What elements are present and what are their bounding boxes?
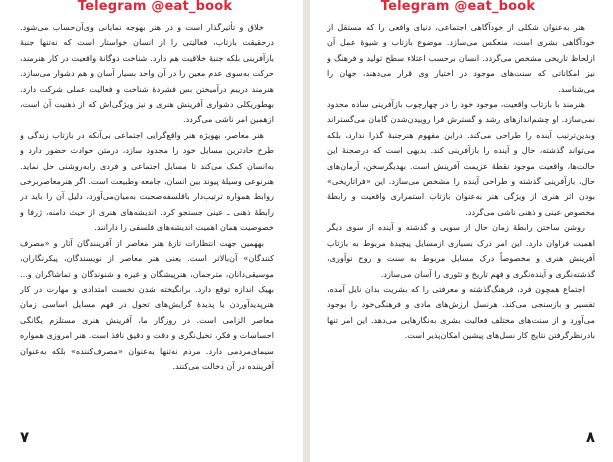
page-number: ۸: [585, 428, 595, 446]
paragraph: روشن ساختن رابطهٔ زمان حال از سویی و گذشته و آینده از سوی دیگر اهمیت فراوان دارد. این امر درک بسیاری ازمسایل پیچیدهٔ مربوط به بازتاب آفرینش هنری و مخصوصاً درک مسایل مربوط به سنت و روح نوآوری، گذشته‌نگری و آینده‌نگری و فهم تاریخ و تئوری را آسان می‌سازد.: [327, 222, 595, 279]
paragraph: هنر به‌عنوان شکلی از خودآگاهی اجتماعی، دنیای واقعی را که مستقل از خودآگاهی بشری است، منعکس می‌سازد. موضوع بازتاب و شیوهٔ عمل آن ازلحاظ تاریخی مشخص می‌گردد. انسان برحسب اعتلاء سطح تولید و فرهنگ و نیز امکاناتی که سنت‌های موجود در اختیار وی قرار می‌دهند، جهان را می‌شناسد.: [327, 22, 595, 94]
paragraph: بههمین جهت انتظارات تازهٔ هنر معاصر از آفرینندگان آثار و «مصرف کنندگان» آن‌بالاتر است. یعنی هنر معاصر از نویسندگان، پیکرنگاران، موسیقی‌دانان، مترجمان، هنرپیشگان و غیره و شنوندگان و تماشاگران و... بهیک اندازه توقع دارد. برانگیخته شدن نخست امتدادی و مهارت در کار هنرپدیدآوردن یا پدیدهٔ گرایش‌های تحول در فهم مسایل اساسی زمان معاصر الزامی است. در روزگار ما، آفرینش هنری مستلزم یگانگی احساسات و فکر، تخیل‌نگری و دقت و دقیق نافذ است. هنر امروزی همواره سیمای‌مردمی دارد. مردم نه‌تنها به‌عنوان «مصرف‌کننده» بلکه به‌عنوان آفریننده در آن دخالت می‌کنند.: [20, 237, 274, 371]
page-number: ۷: [20, 428, 30, 446]
left-page: [0, 0, 300, 462]
telegram-watermark: Telegram @eat_book: [380, 0, 536, 14]
telegram-watermark: Telegram @eat_book: [77, 0, 233, 14]
paragraph: اجتماع همچون فرد، فرهنگ‌گذشته و معرفتی را که بشریت بدان نایل آمده، تفسیر و بازسنجی می‌کند. هرنسل ارزش‌های مادی و فرهنگی‌خود را بوجود می‌آورد و از سنت‌های مختلف فعالیت بشری به‌نگارهایی می‌دهد. این امر تنها بادرنظرگرفتن نتایج کار نسل‌های پیشین امکان‌پذیر است.: [327, 283, 595, 341]
paragraph: خلاق و تأثیرگذار است و در هنر بهوجه نمایانی وی‌آن‌حساب می‌شود. درحقیقت بازتاب، فعالیتی را از انسان خواستار است که نه‌تنها جنبهٔ بازآفرینی بلکه جنبهٔ خلاقیت هم دارد. شناخت دوگانهٔ واقعیت در کار هنرمند، حرکت به‌سوی عدم معین را در آن واحد بسیار آسان و هم دشوار می‌سازد. هنرمند دریبم درآمیختن بس فشردهٔ شناخت و فعالیت عملی شرکت دارد. بهطوریکلی دشواری آفرینش هنری و نیز ویژگی‌اش که از ذهنیت آن است، ازهمین امر ناشی می‌گردد.: [20, 22, 274, 125]
paragraph: هنر معاصر، بهویژه هنر واقع‌گرایی اجتماعی بی‌آنکه در بازتاب زندگی و طرح حادترین مسایل خود را محدود سازد، درمتن حوادث حضور دارد و به‌انسان کمک می‌کند تا مسایل اجتماعی و فردی رابه‌روشنی حل نماید. هنرنوعی وسیلهٔ پیوند بین انسان، جامعه وطبیعت است. اگر هنرمعاصربرخی روابط همواره ترتیب‌دار باقلسفه‌صحبت به‌میان‌می‌آورد، دلیل آن را باید در رابطهٔ ذهنی ـ عینی جستجو کرد. اندیشه‌های هنری از حیث دامنه، ژرفا و خصوصیت همان اهمیت اندیشه‌های فلسفی را دارانند.: [20, 129, 274, 233]
book-gutter: [303, 0, 310, 462]
page-text: [327, 20, 595, 410]
page-text: [20, 20, 274, 410]
paragraph: هنرمند با بازتاب واقعیت، موجود خود را در چهارچوب بازآفرینی ساده محدود نمی‌سازد. او چشم‌اندازهای رشد و گسترش فرا روییدن‌شدن گامان می‌گستراند وبدین‌ترتیب آینده را طراحی می‌کند. دراین مفهوم هنرجنبهٔ گذرا ندارد، بلکه می‌تواند گذشته، حال و آینده را بازآفرینی کند. بدیهی است که درصحنهٔ این حالت‌ها، واقعیت موجود نقطهٔ عزیمت آفرینش است. بهدیگرسخن، آرمان‌های حال، بازآفرینی گذشته و طراحی آینده را مشخص می‌سازد. این «فراتاریخی» بودن اثر هنری از ویژگی هنر به‌عنوان بازتاب استمراری واقعیت و رابطهٔ مخصوص عینی و ذهنی ناشی می‌گردد.: [327, 99, 595, 217]
right-page: [313, 0, 613, 462]
